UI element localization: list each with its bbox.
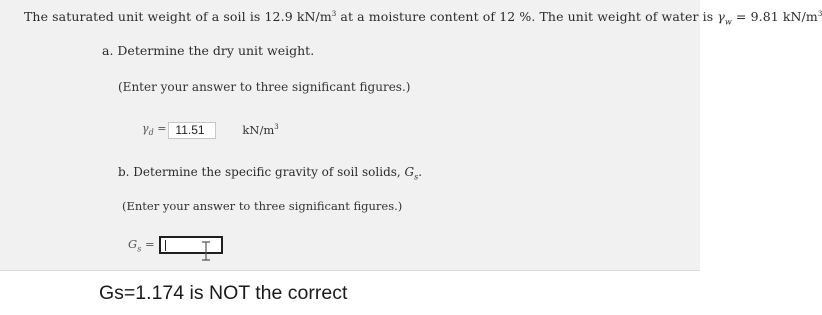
- problem-statement: The saturated unit weight of a soil is 12.9 $kN/m^3$ at a moisture content of 12 %. The unit weight of water is $\gamma_w = 9.81$ $kN/m^3$: [24, 9, 822, 27]
- part-b-hint: (Enter your answer to three significant figures.): [122, 199, 403, 213]
- text-caret: [165, 240, 166, 251]
- dry-unit-weight-input[interactable]: 11.51: [168, 122, 216, 139]
- text-cursor-icon: [201, 241, 211, 261]
- part-b-prompt: b. Determine the specific gravity of soil solids, $G_s$.: [118, 165, 423, 182]
- dry-unit-weight-label: $\gamma_d$ =: [142, 122, 167, 138]
- part-a-answer-row: [142, 120, 279, 140]
- part-a-prompt: a. Determine the dry unit weight.: [102, 43, 315, 58]
- correction-note: Gs=1.174 is NOT the correct: [99, 282, 348, 304]
- dry-unit-weight-unit: $kN/m^3$: [242, 123, 279, 137]
- part-a-hint: (Enter your answer to three significant figures.): [118, 80, 411, 94]
- specific-gravity-input[interactable]: [159, 236, 223, 254]
- part-b-answer-row: [128, 234, 223, 256]
- specific-gravity-label: $G_s$ =: [128, 236, 155, 254]
